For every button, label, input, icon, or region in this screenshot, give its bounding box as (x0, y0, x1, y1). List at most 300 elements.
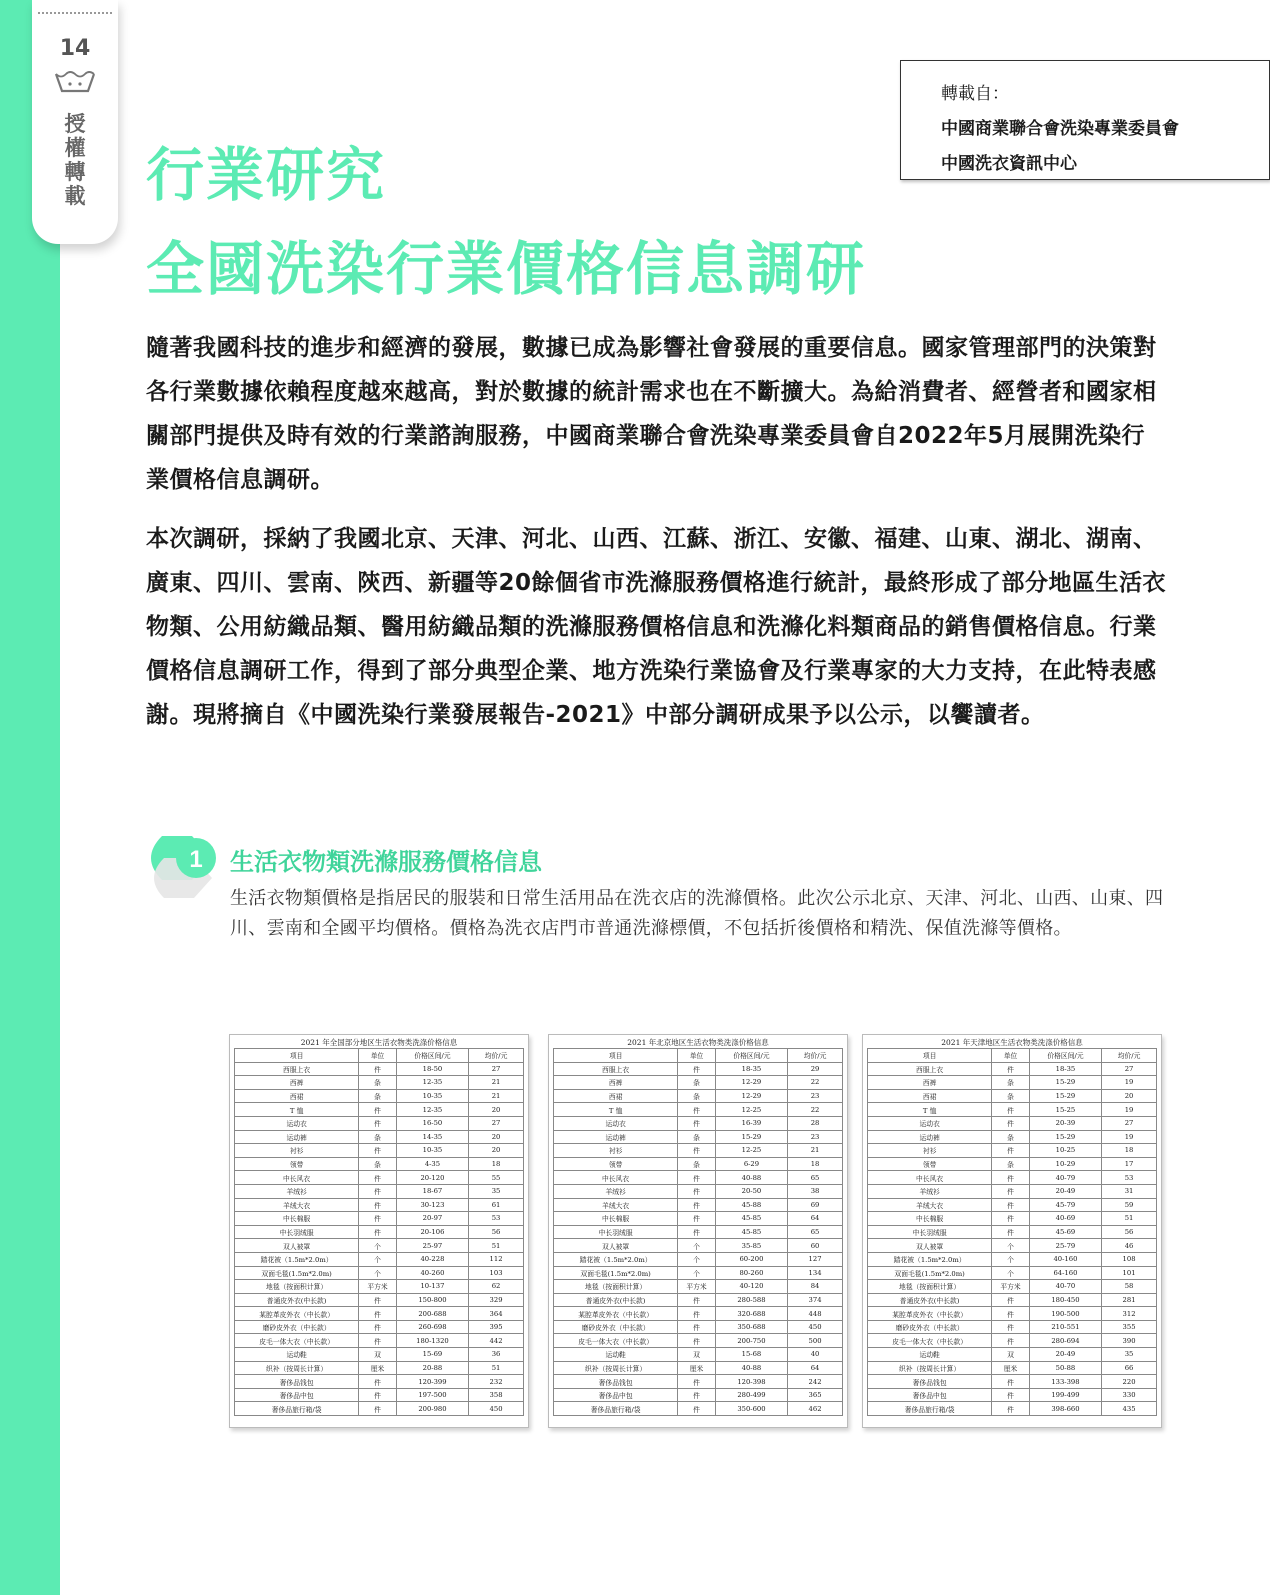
table-row (235, 1361, 524, 1375)
table-row (554, 1171, 843, 1185)
table-cell: 件 (359, 1307, 397, 1321)
table-cell: 奢侈品钱包 (554, 1375, 678, 1389)
table-row (554, 1375, 843, 1389)
table-row (554, 1184, 843, 1198)
table-cell: 350-600 (715, 1402, 787, 1416)
table-cell: 108 (1102, 1252, 1157, 1266)
table-cell: T 恤 (868, 1103, 992, 1117)
table-cell: 280-694 (1029, 1334, 1101, 1348)
table-cell: 127 (788, 1252, 843, 1266)
table-cell: 条 (678, 1089, 716, 1103)
table-cell: 领带 (235, 1157, 359, 1171)
table-cell: 件 (359, 1144, 397, 1158)
table-cell: 60-200 (715, 1252, 787, 1266)
table-cell: 领带 (868, 1157, 992, 1171)
table-cell: 12-29 (715, 1076, 787, 1090)
table-cell: 条 (992, 1130, 1030, 1144)
table-row (554, 1116, 843, 1130)
table-cell: 35 (1102, 1348, 1157, 1362)
table-cell: 59 (1102, 1198, 1157, 1212)
table-cell: 踏花被（1.5m*2.0m） (554, 1252, 678, 1266)
tab-stitch-line (38, 12, 112, 14)
table-cell: 件 (359, 1388, 397, 1402)
table-cell: 件 (359, 1171, 397, 1185)
table-row (235, 1402, 524, 1416)
table-cell: 53 (1102, 1171, 1157, 1185)
table-row (554, 1280, 843, 1294)
table-cell: 皮毛一体大衣（中长款） (868, 1334, 992, 1348)
table-cell: 280-588 (715, 1293, 787, 1307)
table-cell: 件 (359, 1293, 397, 1307)
table-cell: 双面毛毯(1.5m*2.0m) (554, 1266, 678, 1280)
table-cell: 29 (788, 1062, 843, 1076)
table-cell: 条 (992, 1089, 1030, 1103)
table-cell: 件 (359, 1198, 397, 1212)
table-cell: 个 (359, 1266, 397, 1280)
table-cell: 西裙 (868, 1089, 992, 1103)
table-header-cell: 均价/元 (788, 1049, 843, 1063)
table-row (235, 1375, 524, 1389)
table-cell: 中长羽绒服 (554, 1225, 678, 1239)
table-cell: 64 (788, 1361, 843, 1375)
table-cell: 19 (1102, 1130, 1157, 1144)
table-row (868, 1103, 1157, 1117)
table-cell: 运动裤 (235, 1130, 359, 1144)
table-cell: 条 (992, 1076, 1030, 1090)
table-cell: 25-97 (396, 1239, 468, 1253)
table-cell: 件 (678, 1225, 716, 1239)
table-cell: 56 (469, 1225, 524, 1239)
source-heading: 轉載自： (941, 84, 1009, 104)
intro-paragraph: 本次調研，採納了我國北京、天津、河北、山西、江蘇、浙江、安徽、福建、山東、湖北、湖南、廣東、四川、雲南、陝西、新疆等20餘個省市洗滌服務價格進行統計，最終形成了部分地區生活衣物類、公用紡織品類、醫用紡織品類的洗滌服務價格信息和洗滌化料類商品的銷售價格信息。行業價格信息調研工作，得到了部分典型企業、地方洗染行業協會及行業專家的大力支持，在此特表感謝。現將摘自《中國洗染行業發展報告-2021》中部分調研成果予以公示，以饗讀者。 (146, 526, 1167, 728)
table-row (554, 1130, 843, 1144)
table-cell: 15-29 (715, 1130, 787, 1144)
table-row (868, 1076, 1157, 1090)
table-cell: 普通皮外衣(中长款) (554, 1293, 678, 1307)
table-cell: 120-399 (396, 1375, 468, 1389)
table-cell: 20-106 (396, 1225, 468, 1239)
table-row (235, 1388, 524, 1402)
category-label-char: 載 (64, 184, 86, 208)
page-number: 14 (59, 36, 91, 61)
table-cell: 330 (1102, 1388, 1157, 1402)
table-cell: 66 (1102, 1361, 1157, 1375)
table-cell: 件 (992, 1307, 1030, 1321)
table-cell: 35-85 (715, 1239, 787, 1253)
table-header-cell: 单位 (678, 1049, 716, 1063)
table-cell: 28 (788, 1116, 843, 1130)
table-cell: 织补（按周长计算） (554, 1361, 678, 1375)
table-cell: 22 (788, 1076, 843, 1090)
table-cell: 312 (1102, 1307, 1157, 1321)
table-cell: 45-88 (715, 1198, 787, 1212)
table-cell: 磨砂皮外衣（中长款） (554, 1320, 678, 1334)
table-cell: 衬衫 (554, 1144, 678, 1158)
table-row (868, 1307, 1157, 1321)
table-cell: 中长棉服 (554, 1212, 678, 1226)
table-cell: 45-79 (1029, 1198, 1101, 1212)
table-cell: 40 (788, 1348, 843, 1362)
table-cell: 35 (469, 1184, 524, 1198)
table-row (554, 1334, 843, 1348)
table-cell: 374 (788, 1293, 843, 1307)
table-row (235, 1076, 524, 1090)
table-cell: 西裙 (554, 1089, 678, 1103)
table-cell: 中长风衣 (554, 1171, 678, 1185)
table-cell: 羊绒衫 (868, 1184, 992, 1198)
table-cell: 个 (678, 1266, 716, 1280)
table-cell: 20-120 (396, 1171, 468, 1185)
table-cell: 双人被罩 (554, 1239, 678, 1253)
table-cell: 10-137 (396, 1280, 468, 1294)
table-cell: 20-39 (1029, 1116, 1101, 1130)
table-cell: 件 (359, 1116, 397, 1130)
table-cell: 36 (469, 1348, 524, 1362)
table-cell: 衬衫 (235, 1144, 359, 1158)
table-cell: 件 (678, 1184, 716, 1198)
table-cell: 40-120 (715, 1280, 787, 1294)
table-cell: 踏花被（1.5m*2.0m） (235, 1252, 359, 1266)
table-cell: 奢侈品旅行箱/袋 (868, 1402, 992, 1416)
table-row (868, 1062, 1157, 1076)
table-cell: 件 (678, 1402, 716, 1416)
table-cell: 65 (788, 1171, 843, 1185)
table-cell: 件 (992, 1171, 1030, 1185)
table-cell: 中长风衣 (868, 1171, 992, 1185)
table-row (554, 1212, 843, 1226)
table-row (554, 1361, 843, 1375)
table-cell: 10-35 (396, 1144, 468, 1158)
table-cell: 101 (1102, 1266, 1157, 1280)
table-cell: 19 (1102, 1076, 1157, 1090)
table-row (868, 1334, 1157, 1348)
table-cell: 西服上衣 (554, 1062, 678, 1076)
table-cell: 奢侈品钱包 (235, 1375, 359, 1389)
table-row (235, 1130, 524, 1144)
table-cell: 条 (359, 1089, 397, 1103)
table-cell: 15-29 (1029, 1089, 1101, 1103)
table-cell: 个 (359, 1239, 397, 1253)
table-cell: 件 (678, 1116, 716, 1130)
table-cell: 件 (992, 1198, 1030, 1212)
table-cell: 运动鞋 (554, 1348, 678, 1362)
table-row (554, 1089, 843, 1103)
table-cell: 40-79 (1029, 1171, 1101, 1185)
table-cell: 个 (678, 1239, 716, 1253)
section-heading: 生活衣物類洗滌服務價格信息 (230, 848, 542, 876)
table-cell: 中长风衣 (235, 1171, 359, 1185)
table-row (554, 1157, 843, 1171)
table-cell: 件 (992, 1388, 1030, 1402)
table-cell: 395 (469, 1320, 524, 1334)
table-cell: 件 (678, 1375, 716, 1389)
table-cell: 40-69 (1029, 1212, 1101, 1226)
table-cell: 197-500 (396, 1388, 468, 1402)
table-cell: T 恤 (554, 1103, 678, 1117)
table-cell: 条 (992, 1157, 1030, 1171)
section-title: 行業研究 (146, 141, 387, 209)
table-header-cell: 价格区间/元 (396, 1049, 468, 1063)
table-cell: 25-79 (1029, 1239, 1101, 1253)
table-cell: 329 (469, 1293, 524, 1307)
table-cell: 某腔革皮外衣（中长款） (235, 1307, 359, 1321)
table-header-cell: 价格区间/元 (1029, 1049, 1101, 1063)
table-cell: 390 (1102, 1334, 1157, 1348)
price-table (234, 1048, 524, 1416)
table-row (235, 1089, 524, 1103)
price-table (867, 1048, 1157, 1416)
table-row (235, 1157, 524, 1171)
table-row (235, 1348, 524, 1362)
table-row (868, 1348, 1157, 1362)
table-row (868, 1184, 1157, 1198)
table-row (235, 1293, 524, 1307)
table-cell: 10-25 (1029, 1144, 1101, 1158)
table-cell: 西裤 (235, 1076, 359, 1090)
table-cell: 件 (992, 1225, 1030, 1239)
table-cell: 件 (359, 1334, 397, 1348)
table-cell: 64-160 (1029, 1266, 1101, 1280)
table-cell: 15-29 (1029, 1076, 1101, 1090)
table-cell: 200-980 (396, 1402, 468, 1416)
table-cell: 55 (469, 1171, 524, 1185)
table-cell: 17 (1102, 1157, 1157, 1171)
table-cell: 40-160 (1029, 1252, 1101, 1266)
table-cell: 衬衫 (868, 1144, 992, 1158)
table-cell: 21 (469, 1089, 524, 1103)
table-cell: 运动鞋 (235, 1348, 359, 1362)
table-cell: 件 (359, 1184, 397, 1198)
table-cell: 19 (1102, 1103, 1157, 1117)
table-cell: 件 (678, 1320, 716, 1334)
table-cell: 12-35 (396, 1076, 468, 1090)
table-row (554, 1144, 843, 1158)
table-cell: 个 (359, 1252, 397, 1266)
table-row (554, 1293, 843, 1307)
table-cell: 个 (992, 1252, 1030, 1266)
table-cell: 西裤 (554, 1076, 678, 1090)
table-cell: 500 (788, 1334, 843, 1348)
table-row (554, 1348, 843, 1362)
table-cell: 件 (678, 1103, 716, 1117)
table-cell: 442 (469, 1334, 524, 1348)
table-cell: 16-50 (396, 1116, 468, 1130)
table-cell: 件 (678, 1171, 716, 1185)
table-caption: 2021 年天津地区生活衣物类洗涤价格信息 (941, 1038, 1083, 1047)
table-cell: 平方米 (992, 1280, 1030, 1294)
table-cell: 65 (788, 1225, 843, 1239)
table-cell: 22 (788, 1103, 843, 1117)
table-caption: 2021 年北京地区生活衣物类洗涤价格信息 (627, 1038, 769, 1047)
table-cell: 奢侈品旅行箱/袋 (554, 1402, 678, 1416)
table-cell: 件 (678, 1062, 716, 1076)
table-cell: 件 (992, 1212, 1030, 1226)
table-cell: 320-688 (715, 1307, 787, 1321)
table-cell: 200-750 (715, 1334, 787, 1348)
table-cell: 365 (788, 1388, 843, 1402)
table-row (868, 1375, 1157, 1389)
table-cell: 厘米 (678, 1361, 716, 1375)
table-cell: 个 (678, 1252, 716, 1266)
table-cell: 232 (469, 1375, 524, 1389)
table-cell: 件 (359, 1225, 397, 1239)
category-label-char: 權 (64, 136, 86, 160)
table-cell: 厘米 (992, 1361, 1030, 1375)
table-row (868, 1402, 1157, 1416)
table-cell: 件 (678, 1307, 716, 1321)
table-cell: 12-29 (715, 1089, 787, 1103)
category-label-char: 轉 (64, 160, 86, 184)
table-cell: 双人被罩 (235, 1239, 359, 1253)
table-cell: 羊绒大衣 (554, 1198, 678, 1212)
table-cell: 56 (1102, 1225, 1157, 1239)
table-row (235, 1116, 524, 1130)
table-cell: 件 (992, 1402, 1030, 1416)
table-cell: 20 (1102, 1089, 1157, 1103)
table-cell: 200-688 (396, 1307, 468, 1321)
table-cell: 件 (992, 1334, 1030, 1348)
table-cell: 运动裤 (554, 1130, 678, 1144)
table-cell: 20-49 (1029, 1184, 1101, 1198)
table-cell: 某腔革皮外衣（中长款） (554, 1307, 678, 1321)
table-cell: 20-49 (1029, 1348, 1101, 1362)
table-row (235, 1144, 524, 1158)
table-cell: 53 (469, 1212, 524, 1226)
table-row (868, 1252, 1157, 1266)
table-row (868, 1198, 1157, 1212)
table-cell: 6-29 (715, 1157, 787, 1171)
table-cell: 件 (678, 1334, 716, 1348)
table-row (868, 1089, 1157, 1103)
table-cell: 条 (678, 1130, 716, 1144)
table-cell: 14-35 (396, 1130, 468, 1144)
table-cell: 件 (678, 1212, 716, 1226)
table-cell: 件 (678, 1293, 716, 1307)
table-cell: 21 (788, 1144, 843, 1158)
table-cell: 23 (788, 1089, 843, 1103)
table-cell: 20-50 (715, 1184, 787, 1198)
table-cell: 18-35 (1029, 1062, 1101, 1076)
table-cell: 中长棉服 (868, 1212, 992, 1226)
table-cell: 45-69 (1029, 1225, 1101, 1239)
table-header-cell: 项目 (868, 1049, 992, 1063)
table-row (554, 1252, 843, 1266)
table-cell: 220 (1102, 1375, 1157, 1389)
table-row (235, 1280, 524, 1294)
table-cell: 件 (992, 1103, 1030, 1117)
table-cell: 27 (1102, 1116, 1157, 1130)
table-row (235, 1225, 524, 1239)
table-cell: 双人被罩 (868, 1239, 992, 1253)
table-cell: 件 (992, 1293, 1030, 1307)
table-cell: 40-228 (396, 1252, 468, 1266)
price-table-beijing (548, 1034, 848, 1428)
table-cell: 地毯（按面积计算） (868, 1280, 992, 1294)
table-cell: 281 (1102, 1293, 1157, 1307)
table-cell: 个 (992, 1266, 1030, 1280)
table-cell: 件 (992, 1320, 1030, 1334)
table-row (235, 1266, 524, 1280)
table-cell: 112 (469, 1252, 524, 1266)
table-cell: 40-260 (396, 1266, 468, 1280)
table-cell: 18-35 (715, 1062, 787, 1076)
table-cell: 180-450 (1029, 1293, 1101, 1307)
table-row (868, 1144, 1157, 1158)
table-cell: 条 (359, 1076, 397, 1090)
table-cell: 领带 (554, 1157, 678, 1171)
table-row (868, 1361, 1157, 1375)
table-cell: 358 (469, 1388, 524, 1402)
table-cell: 羊绒大衣 (868, 1198, 992, 1212)
page-tab (32, 0, 118, 244)
table-cell: 364 (469, 1307, 524, 1321)
table-cell: 件 (359, 1062, 397, 1076)
table-header-cell: 单位 (359, 1049, 397, 1063)
table-cell: 12-25 (715, 1144, 787, 1158)
source-org: 中國商業聯合會洗染專業委員會 (941, 119, 1179, 139)
page-title: 全國洗染行業價格信息調研 (146, 235, 867, 303)
table-cell: 260-698 (396, 1320, 468, 1334)
table-cell: 84 (788, 1280, 843, 1294)
table-cell: 51 (1102, 1212, 1157, 1226)
table-cell: 4-35 (396, 1157, 468, 1171)
table-cell: 件 (678, 1144, 716, 1158)
table-cell: 西服上衣 (235, 1062, 359, 1076)
table-cell: 踏花被（1.5m*2.0m） (868, 1252, 992, 1266)
table-cell: 平方米 (359, 1280, 397, 1294)
category-label-char: 授 (64, 112, 86, 136)
wash-basin-icon (54, 70, 96, 94)
table-cell: 条 (678, 1157, 716, 1171)
table-cell: 20 (469, 1144, 524, 1158)
table-row (868, 1280, 1157, 1294)
table-cell: 件 (678, 1198, 716, 1212)
table-cell: 69 (788, 1198, 843, 1212)
table-header-cell: 均价/元 (1102, 1049, 1157, 1063)
table-row (235, 1103, 524, 1117)
table-cell: 双 (359, 1348, 397, 1362)
table-cell: 织补（按周长计算） (868, 1361, 992, 1375)
table-row (235, 1320, 524, 1334)
table-cell: 20 (469, 1103, 524, 1117)
source-org: 中國洗衣資訊中心 (941, 154, 1077, 174)
table-cell: 个 (992, 1239, 1030, 1253)
table-row (554, 1076, 843, 1090)
table-header-cell: 单位 (992, 1049, 1030, 1063)
table-header-cell: 均价/元 (469, 1049, 524, 1063)
table-row (868, 1116, 1157, 1130)
table-cell: 奢侈品中包 (868, 1388, 992, 1402)
table-cell: 中长羽绒服 (868, 1225, 992, 1239)
table-cell: 45-85 (715, 1225, 787, 1239)
table-cell: 件 (992, 1062, 1030, 1076)
table-cell: 地毯（按面积计算） (235, 1280, 359, 1294)
table-row (868, 1293, 1157, 1307)
table-cell: 皮毛一体大衣（中长款） (554, 1334, 678, 1348)
table-row (868, 1225, 1157, 1239)
table-cell: 条 (359, 1157, 397, 1171)
table-cell: 件 (678, 1388, 716, 1402)
table-cell: 件 (359, 1375, 397, 1389)
table-cell: 40-88 (715, 1361, 787, 1375)
table-cell: 20-88 (396, 1361, 468, 1375)
table-cell: 双 (678, 1348, 716, 1362)
table-row (868, 1130, 1157, 1144)
table-row (554, 1266, 843, 1280)
table-cell: 地毯（按面积计算） (554, 1280, 678, 1294)
table-cell: 件 (359, 1212, 397, 1226)
table-cell: 15-69 (396, 1348, 468, 1362)
